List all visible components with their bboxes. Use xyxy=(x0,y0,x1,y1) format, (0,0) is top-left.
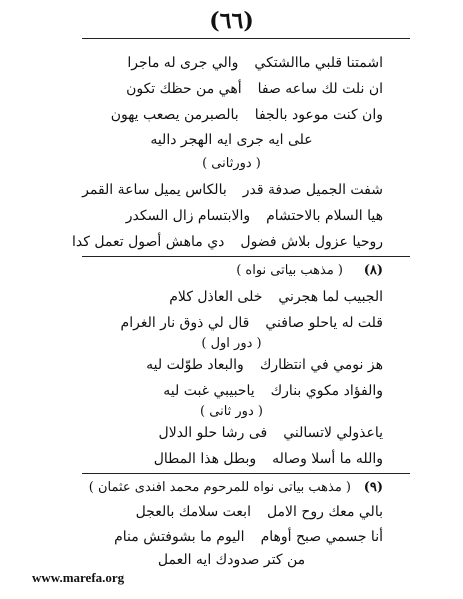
section-heading: ( دور اول ) xyxy=(201,336,262,351)
verse-closing-line: من كتر صدودك ايه العمل xyxy=(157,552,306,568)
hemistich-right: ان نلت لك ساعه صفا xyxy=(257,81,383,97)
footer-url: www.marefa.org xyxy=(32,570,125,585)
verse-line xyxy=(114,528,383,546)
hemistich-right: اشمتنا قلبي ماالشتكي xyxy=(254,55,383,71)
section-heading: ( دورثانى ) xyxy=(202,156,261,171)
hemistich-left: والي جرى له ماجرا xyxy=(127,55,239,71)
section-rule xyxy=(82,256,410,257)
hemistich-left: ابعت سلامك بالعجل xyxy=(135,504,251,520)
hemistich-right: والفؤاد مكوي بنارك xyxy=(270,383,383,399)
verse-line xyxy=(82,181,383,199)
verse-closing-line: على ايه جرى ايه الهجر داليه xyxy=(150,132,313,148)
verse-line xyxy=(146,356,383,374)
verse-line xyxy=(154,450,383,468)
hemistich-right: هيا السلام بالاحتشام xyxy=(266,208,383,224)
verse-line xyxy=(127,54,383,72)
hemistich-left: قال لي ذوق نار الغرام xyxy=(120,315,250,331)
hemistich-left: بالكاس يميل ساعة القمر xyxy=(82,182,227,198)
hemistich-right: والله ما أسلا وصاله xyxy=(272,451,383,467)
section-heading: ( دور ثانى ) xyxy=(200,404,263,419)
section-heading: ( مذهب بياتى نواه ) xyxy=(236,263,343,278)
section-number: (٨) xyxy=(363,263,383,278)
hemistich-right: وان كنت موعود بالجفا xyxy=(254,107,383,123)
hemistich-right: روحيا عزول بلاش فضول xyxy=(240,234,383,250)
hemistich-right: الجبيب لما هجرني xyxy=(278,289,383,305)
hemistich-right: هز نومي في انتظارك xyxy=(259,357,383,373)
verse-line xyxy=(159,424,383,442)
hemistich-left: وبطل هذا المطال xyxy=(153,451,257,467)
verse-line xyxy=(163,382,383,400)
verse-line xyxy=(126,80,383,98)
section-rule xyxy=(82,473,410,474)
verse-line xyxy=(111,106,383,124)
hemistich-right: ياعذولي لاتسالني xyxy=(283,425,383,441)
hemistich-left: اليوم ما بشوفتش منام xyxy=(114,529,245,545)
hemistich-right: بالي معك روح الامل xyxy=(266,504,383,520)
hemistich-left: ياحبيبي غبت ليه xyxy=(163,383,255,399)
verse-line xyxy=(72,233,383,251)
hemistich-left: أهي من حظك تكون xyxy=(126,81,242,97)
page-number: (٦٦) xyxy=(209,8,254,34)
hemistich-left: فى رشا حلو الدلال xyxy=(158,425,268,441)
hemistich-left: دي ماهش أصول تعمل كدا xyxy=(71,234,225,250)
hemistich-left: والابتسام زال السكدر xyxy=(125,208,251,224)
hemistich-right: شفت الجميل صدفة قدر xyxy=(242,182,383,198)
verse-line xyxy=(136,503,383,521)
hemistich-left: خلى العاذل كلام xyxy=(169,289,263,305)
top-rule xyxy=(82,38,410,39)
verse-line xyxy=(126,207,383,225)
hemistich-left: بالصبرمن يصعب يهون xyxy=(110,107,239,123)
verse-line xyxy=(121,314,383,332)
hemistich-right: قلت له ياحلو صافني xyxy=(265,315,383,331)
hemistich-left: والبعاد طوّلت ليه xyxy=(146,357,244,373)
hemistich-right: أنا جسمي صبح أوهام xyxy=(260,529,383,545)
section-number: (٩) xyxy=(363,480,383,495)
verse-line xyxy=(169,288,383,306)
section-heading: ( مذهب بياتى نواه للمرحوم محمد افندى عثمان ) xyxy=(88,480,351,495)
